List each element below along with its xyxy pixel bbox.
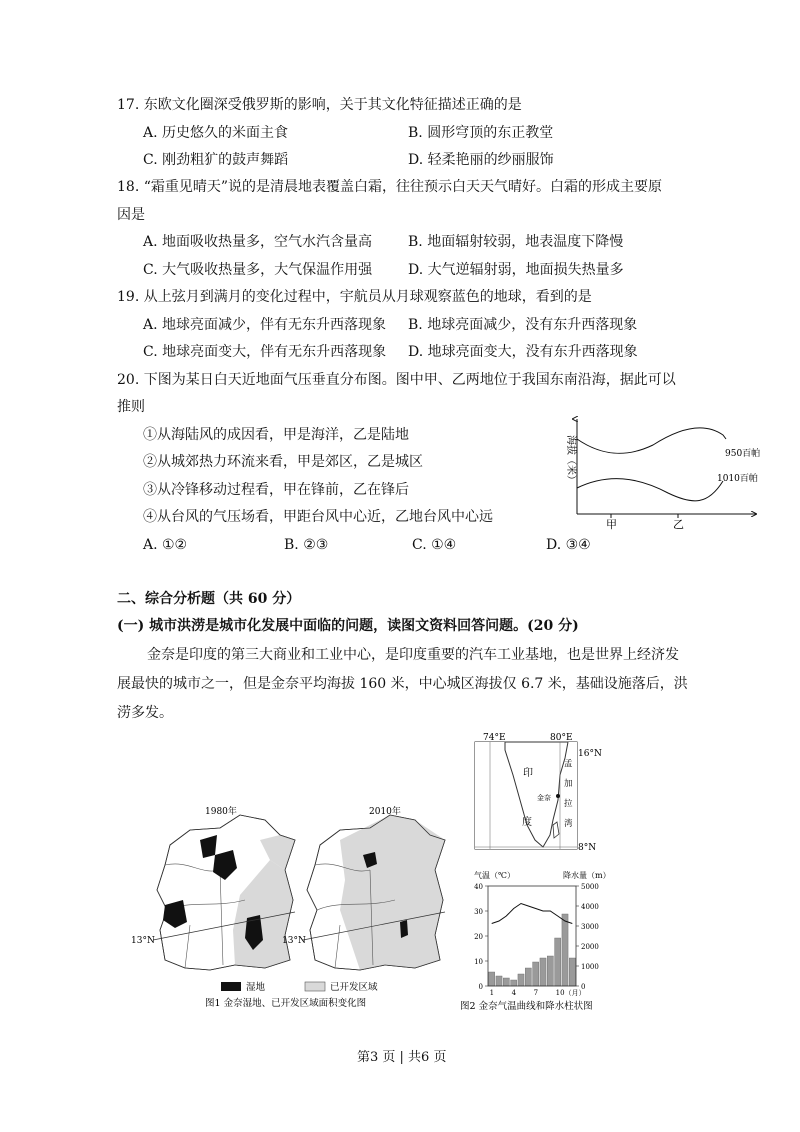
lat-13n-right: 13°N xyxy=(282,936,306,946)
q20-option-b: B. ②③ xyxy=(284,537,329,553)
temp-tick-label: 30 xyxy=(474,908,483,916)
precip-bar xyxy=(496,976,502,986)
precip-bar xyxy=(511,980,517,986)
precip-tick-label: 1000 xyxy=(581,963,599,971)
month-tick-label: 4 xyxy=(511,989,517,997)
precip-bar xyxy=(533,962,539,986)
country-char-2: 度 xyxy=(522,817,532,828)
q19-option-d: D. 地球亮面变大，没有东升西落现象 xyxy=(408,344,638,360)
para-line3: 涝多发。 xyxy=(117,705,173,721)
bay-char-3: 拉 xyxy=(564,799,573,809)
precip-bar xyxy=(555,938,561,986)
month-tick-label: 1 xyxy=(489,989,495,997)
precip-bar xyxy=(569,958,575,986)
precip-tick-label: 4000 xyxy=(581,903,599,911)
precip-tick-label: 3000 xyxy=(581,923,599,931)
precip-tick-label: 5000 xyxy=(581,883,599,891)
isobar-upper-label: 950百帕 xyxy=(725,449,761,459)
month-tick-label: 10（月） xyxy=(555,989,586,997)
q17-option-a: A. 历史悠久的米面主食 xyxy=(143,125,289,141)
q20-statement-4: ④从台风的气压场看，甲距台风中心近，乙地台风中心远 xyxy=(143,509,493,525)
ylabel: 海拔（米） xyxy=(565,435,576,485)
temp-axis-title: 气温（℃） xyxy=(474,871,515,880)
precip-bar xyxy=(489,972,495,986)
precip-tick-label: 0 xyxy=(581,983,586,991)
precip-bar xyxy=(540,958,546,986)
q17-option-b: B. 圆形穹顶的东正教堂 xyxy=(408,125,554,141)
lon-80e: 80°E xyxy=(550,733,573,743)
q18-option-a: A. 地面吸收热量多，空气水汽含量高 xyxy=(143,234,373,250)
section2-heading: 二、综合分析题（共 60 分） xyxy=(117,591,301,607)
lat-16n: 16°N xyxy=(578,749,602,759)
map-2010 xyxy=(303,815,445,970)
q18-option-b: B. 地面辐射较弱，地表温度下降慢 xyxy=(408,234,624,250)
q17-stem: 17. 东欧文化圈深受俄罗斯的影响，关于其文化特征描述正确的是 xyxy=(117,97,522,113)
temperature-curve xyxy=(492,904,573,924)
temp-tick-label: 40 xyxy=(474,883,483,891)
q18-option-c: C. 大气吸收热量多，大气保温作用强 xyxy=(143,262,373,278)
q20-statement-1: ①从海陆风的成因看，甲是海洋，乙是陆地 xyxy=(143,427,409,443)
q20-statement-3: ③从冷锋移动过程看，甲在锋前，乙在锋后 xyxy=(143,482,409,498)
q17-option-d: D. 轻柔艳丽的纱丽服饰 xyxy=(408,152,554,168)
year-2010: 2010年 xyxy=(369,807,401,817)
figure1-maps xyxy=(131,800,445,1015)
map-1980 xyxy=(153,815,295,970)
part1-heading: (一) 城市洪涝是城市化发展中面临的问题，读图文资料回答问题。(20 分) xyxy=(117,618,579,634)
q20-stem-line1: 20. 下图为某日白天近地面气压垂直分布图。图中甲、乙两地位于我国东南沿海，据此可以 xyxy=(117,372,676,388)
isobar-950 xyxy=(577,428,726,454)
fig1-caption: 图1 金奈湿地、已开发区域面积变化图 xyxy=(205,998,367,1009)
lat-8n: 8°N xyxy=(578,843,597,853)
precip-bar xyxy=(547,956,553,986)
page-footer: 第3 页 | 共6 页 xyxy=(357,1050,447,1065)
climate-chart xyxy=(460,868,630,1013)
q19-option-c: C. 地球亮面变大，伴有无东升西落现象 xyxy=(143,344,387,360)
temp-tick-label: 0 xyxy=(478,983,483,991)
x-label-jia: 甲 xyxy=(606,518,617,531)
month-tick-label: 7 xyxy=(533,989,539,997)
q19-stem: 19. 从上弦月到满月的变化过程中，宇航员从月球观察蓝色的地球，看到的是 xyxy=(117,289,592,305)
legend-wetland-swatch xyxy=(221,982,241,991)
q17-option-c: C. 刚劲粗犷的鼓声舞蹈 xyxy=(143,152,289,168)
para-line1: 金奈是印度的第三大商业和工业中心，是印度重要的汽车工业基地，也是世界上经济发 xyxy=(147,647,679,663)
year-1980: 1980年 xyxy=(205,807,237,817)
precip-bar xyxy=(525,968,531,986)
isobar-1010 xyxy=(577,479,723,501)
precip-bar xyxy=(518,974,524,986)
fig2-caption: 图2 金奈气温曲线和降水柱状图 xyxy=(460,1001,593,1012)
pressure-profile-figure xyxy=(558,413,768,533)
temp-tick-label: 10 xyxy=(474,958,483,966)
legend-wetland: 湿地 xyxy=(246,982,266,993)
country-char-1: 印 xyxy=(523,768,533,779)
location-map xyxy=(465,730,605,860)
precip-bar xyxy=(562,914,568,986)
lat-13n-left: 13°N xyxy=(131,936,155,946)
precip-bar xyxy=(503,978,509,986)
q20-stem-line2: 推则 xyxy=(117,399,145,415)
x-label-yi: 乙 xyxy=(673,518,684,531)
isobar-lower-label: 1010百帕 xyxy=(717,474,758,484)
precip-tick-label: 2000 xyxy=(581,943,599,951)
temp-tick-label: 20 xyxy=(474,933,483,941)
q19-option-a: A. 地球亮面减少，伴有无东升西落现象 xyxy=(143,317,387,333)
bay-char-1: 孟 xyxy=(564,759,573,769)
q20-option-d: D. ③④ xyxy=(546,537,591,553)
q20-option-c: C. ①④ xyxy=(412,537,457,553)
q18-stem-line2: 因是 xyxy=(117,207,145,223)
precip-axis-title: 降水量（m） xyxy=(563,871,611,880)
legend-developed-swatch xyxy=(305,982,325,991)
q18-option-d: D. 大气逆辐射弱，地面损失热量多 xyxy=(408,262,624,278)
lon-74e: 74°E xyxy=(483,733,506,743)
legend-developed: 已开发区域 xyxy=(330,982,378,993)
q20-option-a: A. ①② xyxy=(143,537,188,553)
para-line2: 展最快的城市之一，但是金奈平均海拔 160 米，中心城区海拔仅 6.7 米，基础设施落后，洪 xyxy=(117,676,688,692)
city-label: 金奈 xyxy=(537,794,551,802)
chennai-dot xyxy=(556,794,560,798)
bay-char-4: 湾 xyxy=(564,819,573,829)
q18-stem-line1: 18. “霜重见晴天”说的是清晨地表覆盖白霜，往往预示白天天气晴好。白霜的形成主要原 xyxy=(117,179,663,195)
bay-char-2: 加 xyxy=(564,779,573,789)
q20-statement-2: ②从城郊热力环流来看，甲是郊区，乙是城区 xyxy=(143,454,423,470)
q19-option-b: B. 地球亮面减少，没有东升西落现象 xyxy=(408,317,638,333)
